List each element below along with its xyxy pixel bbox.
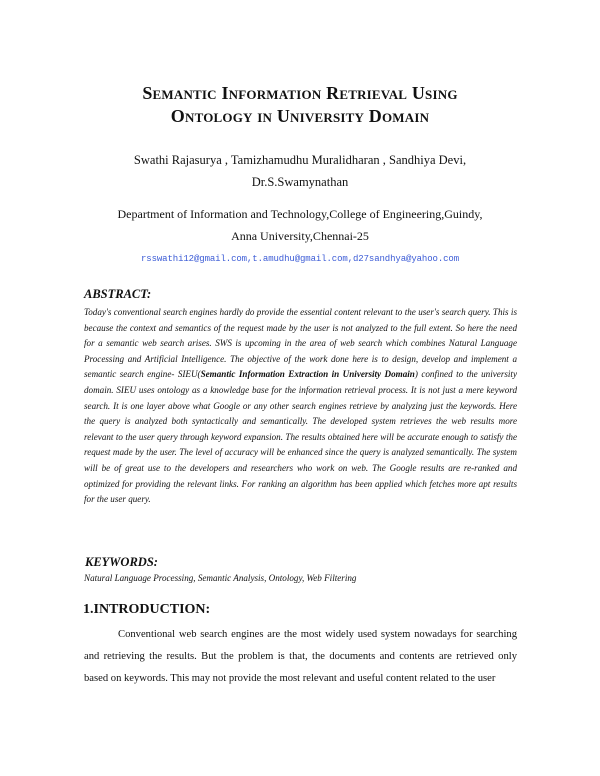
authors-line-2: Dr.S.Swamynathan: [251, 175, 349, 189]
introduction-heading: 1.INTRODUCTION:: [83, 602, 211, 617]
affiliation: [50, 203, 550, 247]
author-list: [70, 149, 530, 193]
keywords-heading: KEYWORDS:: [85, 555, 158, 569]
abstract-body: [84, 305, 517, 508]
abstract-text-part-1: Today's conventional search engines hardly do provide the essential content relevant to the user's search query. This is because the context and semantics of the request made by the user is not analyzed to the full extent. So here the need for a semantic web search arises. SWS is upcoming in the area of web search which combines Natural Language Processing and Artificial Intelligence. The objective of the work done here is to design, develop and implement a semantic search engine- SIEU(: [84, 307, 517, 380]
abstract-text-bold: Semantic Information Extraction in University Domain: [200, 369, 415, 380]
paper-title: [60, 82, 540, 128]
authors-line-1: Swathi Rajasurya , Tamizhamudhu Muralidharan , Sandhiya Devi,: [133, 153, 467, 167]
title-line-1: Semantic Information Retrieval Using: [142, 83, 458, 103]
title-line-2: Ontology in University Domain: [170, 106, 430, 126]
author-emails[interactable]: rsswathi12@gmail.com,t.amudhu@gmail.com,d27sandhya@yahoo.com: [140, 254, 460, 264]
abstract-text-part-2: ) confined to the university domain. SIEU uses ontology as a knowledge base for the information retrieval process. It is not just a mere keyword search. It is one layer above what Google or any other search engines retrieve by analyzing just the keywords. Here the query is analyzed both syntactically and semantically. The developed system retrieves the web results more relevant to the user query through keyword expansion. The results obtained here will be accurate enough to satisfy the request made by the user. The level of accuracy will be enhanced since the query is analyzed semantically. The system will be of great use to the developers and researchers who work on web. The Google results are re-ranked and optimized for providing the relevant links. For ranking an algorithm has been applied which fetches more apt results for the user query.: [84, 369, 517, 505]
abstract-heading: ABSTRACT:: [84, 287, 152, 301]
affiliation-line-2: Anna University,Chennai-25: [231, 229, 369, 243]
affiliation-line-1: Department of Information and Technology,College of Engineering,Guindy,: [117, 207, 483, 221]
introduction-paragraph: Conventional web search engines are the most widely used system nowadays for searching and retrieving the results. But the problem is that, the documents and contents are retrieved only based on keywords. This may not provide the most relevant and useful content related to the user: [84, 629, 517, 685]
keywords-text: Natural Language Processing, Semantic Analysis, Ontology, Web Filtering: [84, 573, 357, 583]
